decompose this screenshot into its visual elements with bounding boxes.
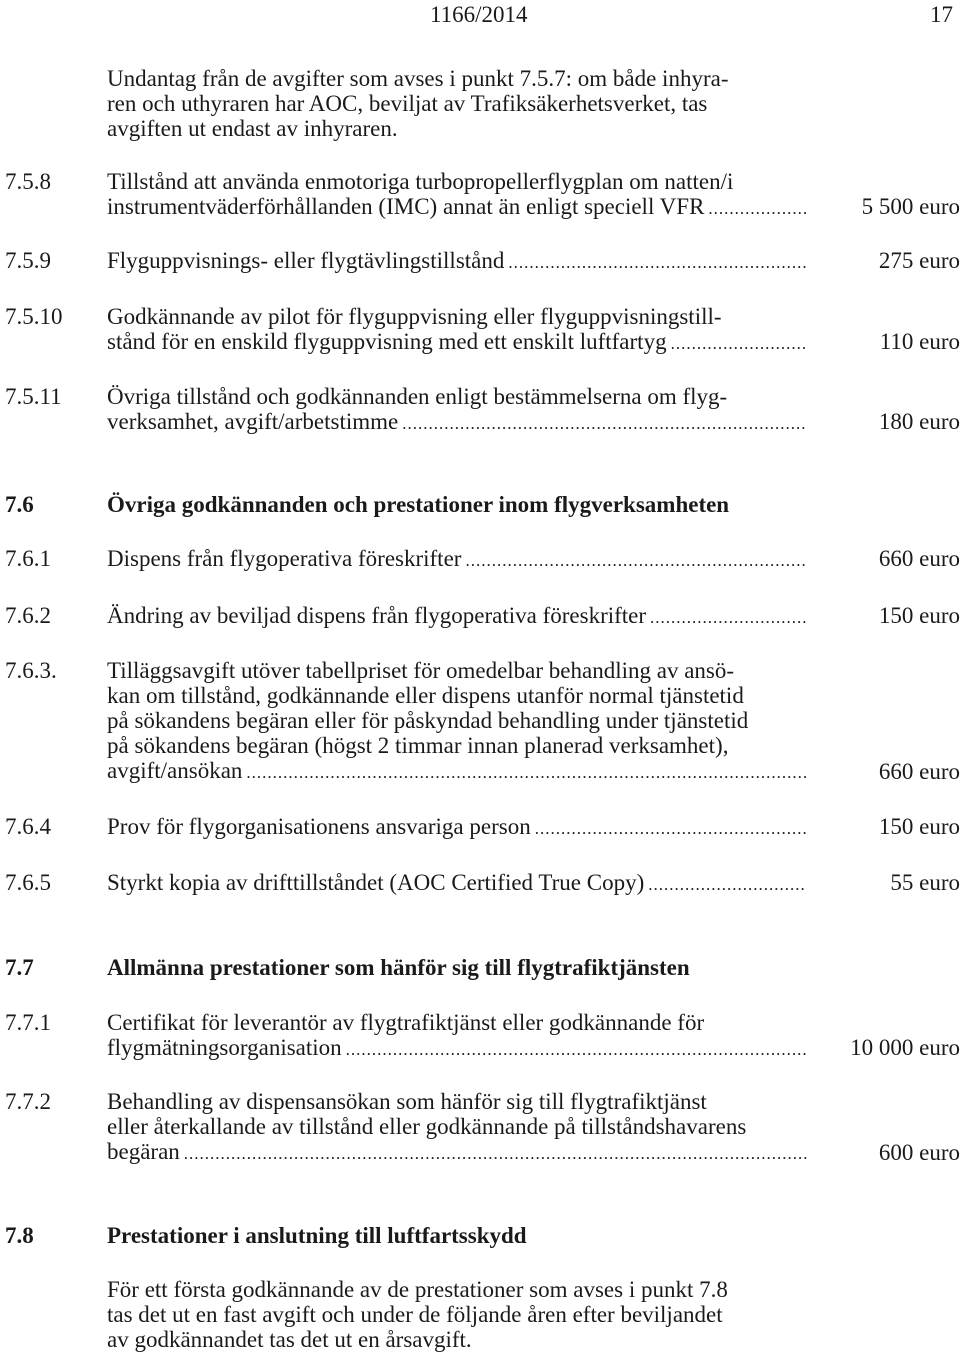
item-line: kan om tillstånd, godkännande eller dispens utanför normal tjänstetid xyxy=(107,683,744,708)
leader-dots xyxy=(465,548,807,573)
item-line: Tilläggsavgift utöver tabellpriset för omedelbar behandling av ansö- xyxy=(107,658,735,683)
item-text xyxy=(107,870,807,897)
item-last-text: begäran xyxy=(107,1139,180,1164)
item-number: 7.5.9 xyxy=(5,248,51,273)
outro-line: För ett första godkännande av de prestationer som avses i punkt 7.8 xyxy=(107,1277,728,1302)
section-number: 7.6 xyxy=(5,492,34,517)
item-line: Tillstånd att använda enmotoriga turbopropellerflygplan om natten/i xyxy=(107,169,734,194)
outro-line: tas det ut en fast avgift och under de följande åren efter beviljandet xyxy=(107,1302,723,1327)
item-number: 7.6.5 xyxy=(5,870,51,895)
item-line: eller återkallande av tillstånd eller godkännande på tillståndshavarens xyxy=(107,1114,747,1139)
item-number: 7.5.8 xyxy=(5,169,51,194)
item-last-line xyxy=(107,1139,807,1166)
item-last-line xyxy=(107,248,807,275)
fee-item-7-5-8 xyxy=(0,169,960,229)
item-number: 7.5.10 xyxy=(5,304,63,329)
item-line: Certifikat för leverantör av flygtrafiktjänst eller godkännande för xyxy=(107,1010,705,1035)
item-last-line xyxy=(107,1035,807,1062)
section-number: 7.8 xyxy=(5,1223,34,1248)
fee-item-7-5-10 xyxy=(0,304,960,364)
item-last-text: flygmätningsorganisation xyxy=(107,1035,342,1060)
item-last-text: Ändring av beviljad dispens från flygoperativa föreskrifter xyxy=(107,603,647,628)
item-number: 7.6.2 xyxy=(5,603,51,628)
item-line: på sökandens begäran (högst 2 timmar innan planerad verksamhet), xyxy=(107,733,729,758)
item-text xyxy=(107,546,807,573)
item-line: Godkännande av pilot för flyguppvisning eller flyguppvisningstill- xyxy=(107,304,722,329)
fee-item-7-6-2 xyxy=(0,603,960,633)
item-line: Övriga tillstånd och godkännanden enligt bestämmelserna om flyg- xyxy=(107,384,728,409)
item-text xyxy=(107,1089,807,1166)
item-text xyxy=(107,248,807,275)
fee-item-7-7-1 xyxy=(0,1010,960,1070)
fee-item-7-6-4 xyxy=(0,814,960,844)
section-number: 7.7 xyxy=(5,955,34,980)
item-last-line xyxy=(107,814,807,841)
item-number: 7.6.4 xyxy=(5,814,51,839)
fee-item-7-6-5 xyxy=(0,870,960,900)
fee-item-7-7-2 xyxy=(0,1089,960,1169)
item-last-text: stånd för en enskild flyguppvisning med ett enskilt luftfartyg xyxy=(107,329,667,354)
item-amount: 660 euro xyxy=(878,546,960,571)
item-number: 7.5.11 xyxy=(5,384,62,409)
item-line: på sökandens begäran eller för påskyndad behandling under tjänstetid xyxy=(107,708,749,733)
item-last-line xyxy=(107,409,807,436)
item-text xyxy=(107,658,807,785)
item-amount: 150 euro xyxy=(878,814,960,839)
item-text xyxy=(107,1010,807,1062)
item-last-line xyxy=(107,758,807,785)
item-last-line xyxy=(107,603,807,630)
item-text xyxy=(107,384,807,436)
section-heading: Övriga godkännanden och prestationer inom flygverksamheten xyxy=(107,492,730,517)
item-last-line xyxy=(107,546,807,573)
item-last-text: Flyguppvisnings- eller flygtävlingstillstånd xyxy=(107,248,505,273)
item-amount: 10 000 euro xyxy=(850,1035,960,1060)
section-heading: Prestationer i anslutning till luftfartsskydd xyxy=(107,1223,527,1248)
item-amount: 660 euro xyxy=(878,759,960,784)
intro-line: ren och uthyraren har AOC, beviljat av Trafiksäkerhetsverket, tas xyxy=(107,91,708,116)
document-number: 1166/2014 xyxy=(430,2,528,27)
item-last-text: Styrkt kopia av drifttillståndet (AOC Certified True Copy) xyxy=(107,870,645,895)
page-number: 17 xyxy=(930,2,953,27)
item-amount: 275 euro xyxy=(878,248,960,273)
item-amount: 55 euro xyxy=(890,870,960,895)
item-last-text: Prov för flygorganisationens ansvariga person xyxy=(107,814,531,839)
leader-dots xyxy=(246,760,807,785)
leader-dots xyxy=(402,411,807,436)
item-number: 7.7.2 xyxy=(5,1089,51,1114)
intro-line: avgiften ut endast av inhyraren. xyxy=(107,116,398,141)
item-text xyxy=(107,814,807,841)
item-last-text: instrumentväderförhållanden (IMC) annat än enligt speciell VFR xyxy=(107,194,705,219)
intro-paragraph xyxy=(107,66,807,141)
item-amount: 110 euro xyxy=(879,329,960,354)
item-number: 7.7.1 xyxy=(5,1010,51,1035)
item-amount: 180 euro xyxy=(878,409,960,434)
item-amount: 150 euro xyxy=(878,603,960,628)
item-amount: 600 euro xyxy=(878,1140,960,1165)
item-text xyxy=(107,169,807,221)
item-last-line xyxy=(107,329,807,356)
item-last-text: verksamhet, avgift/arbetstimme xyxy=(107,409,399,434)
leader-dots xyxy=(346,1037,807,1062)
leader-dots xyxy=(184,1141,807,1166)
item-last-line xyxy=(107,194,807,221)
leader-dots xyxy=(508,250,807,275)
item-line: Behandling av dispensansökan som hänför sig till flygtrafiktjänst xyxy=(107,1089,707,1114)
outro-line: av godkännandet tas det ut en årsavgift. xyxy=(107,1327,472,1352)
fee-item-7-5-11 xyxy=(0,384,960,444)
leader-dots xyxy=(535,816,807,841)
intro-line: Undantag från de avgifter som avses i punkt 7.5.7: om både inhyra- xyxy=(107,66,729,91)
item-text xyxy=(107,603,807,630)
item-amount: 5 500 euro xyxy=(861,194,960,219)
fee-item-7-6-1 xyxy=(0,546,960,576)
fee-item-7-5-9 xyxy=(0,248,960,278)
item-last-text: avgift/ansökan xyxy=(107,758,243,783)
item-last-line xyxy=(107,870,807,897)
item-number: 7.6.1 xyxy=(5,546,51,571)
section-heading: Allmänna prestationer som hänför sig till flygtrafiktjänsten xyxy=(107,955,690,980)
item-last-text: Dispens från flygoperativa föreskrifter xyxy=(107,546,462,571)
item-text xyxy=(107,304,807,356)
item-number: 7.6.3. xyxy=(5,658,57,683)
outro-paragraph xyxy=(107,1277,807,1352)
fee-item-7-6-3 xyxy=(0,658,960,788)
